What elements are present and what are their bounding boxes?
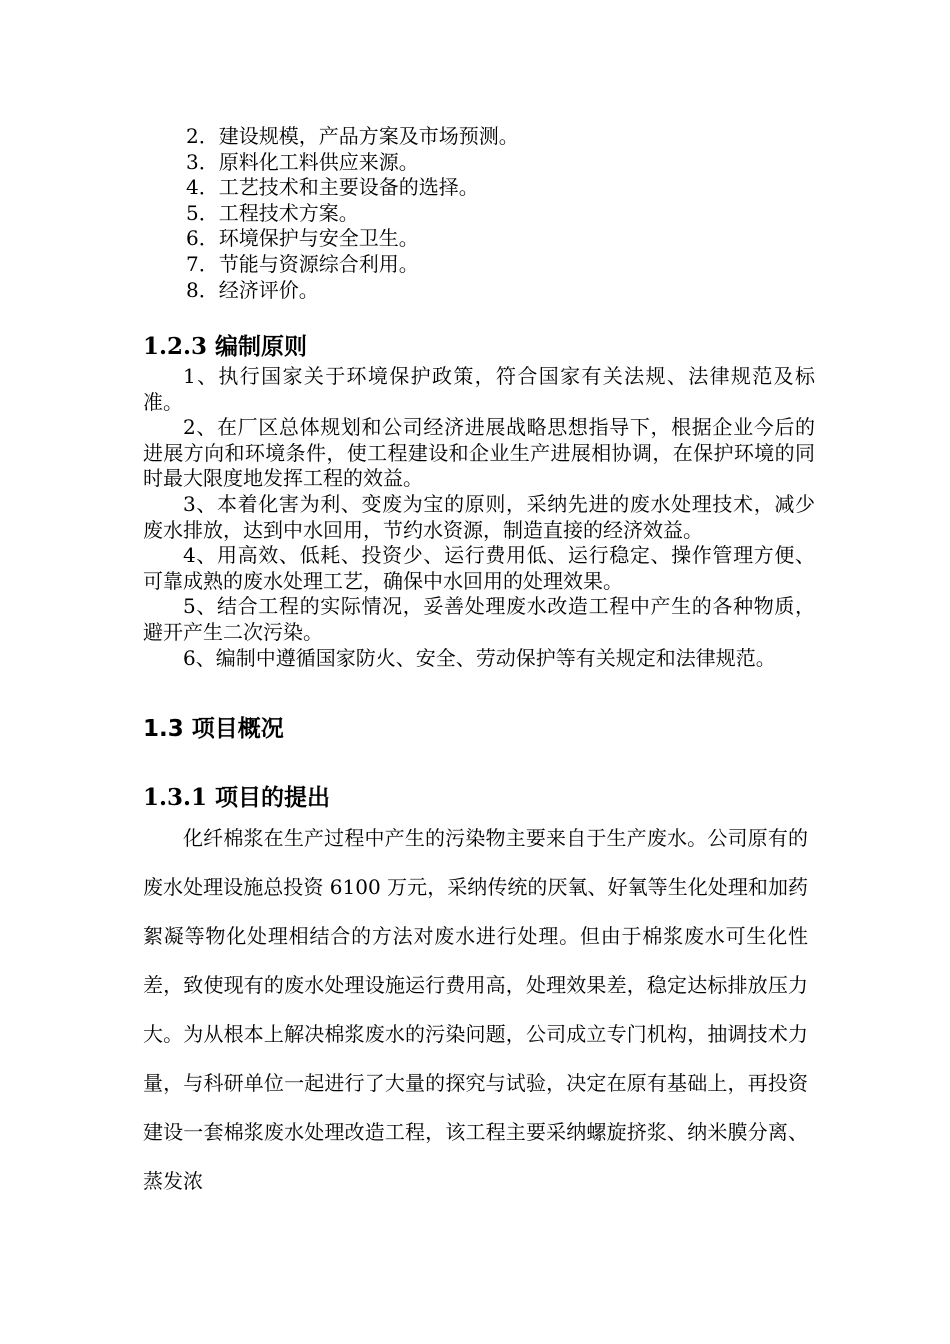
list-item: 4．工艺技术和主要设备的选择。: [186, 175, 479, 200]
principles-section: [143, 364, 815, 671]
principle-paragraph: 4、用高效、低耗、投资少、运行费用低、运行稳定、操作管理方便、可靠成熟的废水处理工艺，确保中水回用的处理效果。: [143, 543, 815, 593]
body-paragraph: 化纤棉浆在生产过程中产生的污染物主要来自于生产废水。公司原有的废水处理设施总投资 6100 万元，采纳传统的厌氧、好氧等生化处理和加药絮凝等物化处理相结合的方法对废水进行处理。但由于棉浆废水可生化性差，致使现有的废水处理设施运行费用高，处理效果差，稳定达标排放压力大。为从根本上解决棉浆废水的污染问题，公司成立专门机构，抽调技术力量，与科研单位一起进行了大量的探究与试验，决定在原有基础上，再投资建设一套棉浆废水处理改造工程，该工程主要采纳螺旋挤浆、纳米膜分离、蒸发浓: [143, 826, 808, 1193]
list-item: 6．环境保护与安全卫生。: [186, 226, 419, 251]
list-item: 2．建设规模，产品方案及市场预测。: [186, 124, 519, 148]
principle-paragraph: 5、结合工程的实际情况，妥善处理废水改造工程中产生的各种物质，避开产生二次污染。: [143, 594, 815, 644]
section-heading-1-3: 1.3 项目概况: [143, 716, 284, 742]
principle-paragraph: 2、在厂区总体规划和公司经济进展战略思想指导下，根据企业今后的进展方向和环境条件，使工程建设和企业生产进展相协调，在保护环境的同时最大限度地发挥工程的效益。: [143, 415, 815, 491]
section-heading-1-3-1: 1.3.1 项目的提出: [143, 784, 331, 811]
contents-list: [186, 124, 866, 303]
principle-paragraph: 6、编制中遵循国家防火、安全、劳动保护等有关规定和法律规范。: [183, 645, 776, 670]
principle-paragraph: 1、执行国家关于环境保护政策，符合国家有关法规、法律规范及标准。: [143, 364, 815, 414]
principle-paragraph: 3、本着化害为利、变废为宝的原则，采纳先进的废水处理技术，减少废水排放，达到中水回用，节约水资源，制造直接的经济效益。: [143, 491, 815, 542]
section-heading-1-2-3: 1.2.3 编制原则: [143, 333, 308, 360]
list-item: 8．经济评价。: [186, 277, 319, 302]
list-item: 3．原料化工料供应来源。: [186, 149, 419, 174]
list-item: 7．节能与资源综合利用。: [186, 251, 419, 276]
list-item: 5．工程技术方案。: [186, 200, 359, 225]
